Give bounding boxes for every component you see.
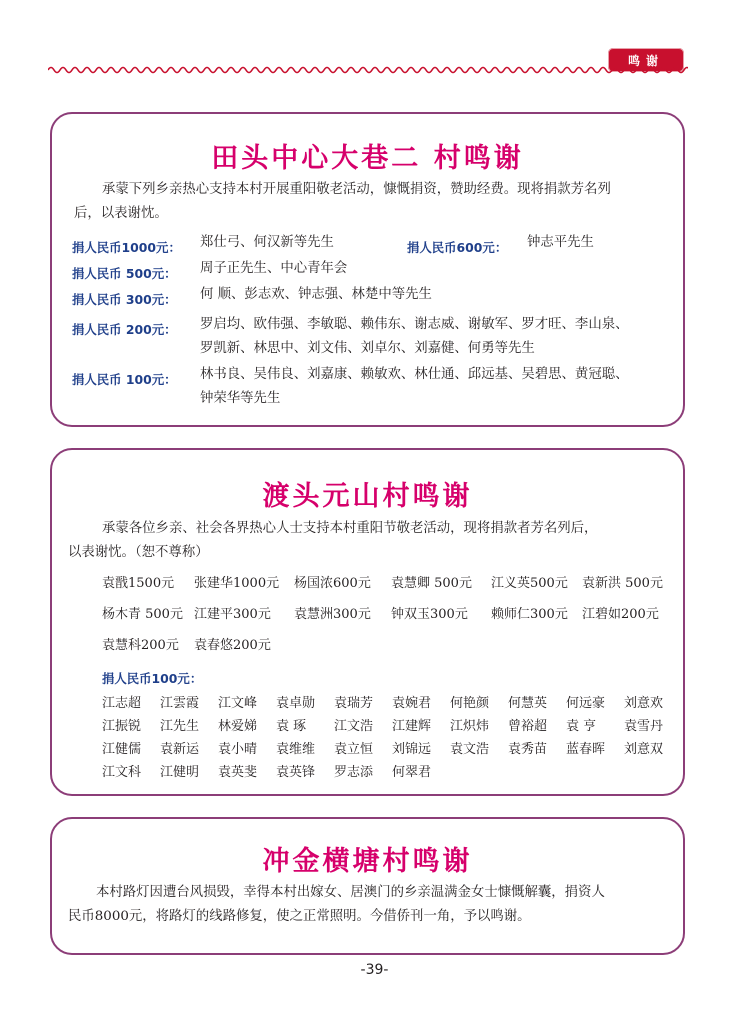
- donor-name: 曾裕超: [508, 719, 548, 734]
- donor-name: 袁文浩: [450, 742, 490, 757]
- donor-name: 江雲霞: [160, 696, 200, 711]
- donor-name: 江炽炜: [450, 719, 490, 734]
- donor-entry: 江义英500元: [491, 576, 568, 591]
- box-title: 田头中心大巷二 村鸣谢: [211, 143, 524, 174]
- donor-names: 钟荣华等先生: [200, 391, 281, 406]
- notice-box-chongjin: [50, 817, 685, 955]
- body-line-1: 本村路灯因遭台风损毁，幸得本村出嫁女、居澳门的乡亲温满金女士慷慨解囊，捐资人: [96, 885, 605, 900]
- donation-label: 捐人民币 500元：: [72, 266, 177, 281]
- donor-names: 周子正先生、中心青年会: [200, 261, 348, 276]
- donor-entry: 钟双玉300元: [391, 607, 468, 622]
- donor-entry: 赖师仁300元: [491, 607, 568, 622]
- intro-line-2: 后，以表谢忱。: [74, 206, 168, 221]
- donor-name: 江先生: [160, 719, 200, 734]
- donor-name: 刘锦远: [392, 742, 432, 757]
- donor-name: 罗志添: [334, 765, 374, 780]
- donor-name: 江振锐: [102, 719, 142, 734]
- donor-names: 郑仕弓、何汉新等先生: [200, 235, 334, 250]
- donor-name: 江健儒: [102, 742, 142, 757]
- donor-name: 江文科: [102, 765, 142, 780]
- notice-box-dutou: [50, 448, 685, 796]
- donor-name: 袁英斐: [218, 765, 258, 780]
- donor-name: 江文浩: [334, 719, 374, 734]
- donor-names: 钟志平先生: [527, 235, 594, 250]
- donation-label: 捐人民币600元：: [407, 240, 508, 255]
- donor-entry: 袁新洪 500元: [582, 576, 663, 591]
- intro-line-2: 以表谢忱。（恕不尊称）: [68, 545, 209, 560]
- donor-name: 袁秀苗: [508, 742, 548, 757]
- box-title: 渡头元山村鸣谢: [262, 481, 473, 512]
- intro-text: [68, 517, 672, 565]
- donor-entry: 江建平300元: [194, 607, 271, 622]
- donor-entry: 袁戬1500元: [102, 576, 175, 591]
- donor-name: 袁卓勋: [276, 696, 316, 711]
- donation-label: 捐人民币 100元：: [72, 372, 177, 387]
- donor-name: 江建辉: [392, 719, 432, 734]
- intro-line-1: 承蒙各位乡亲、社会各界热心人士支持本村重阳节敬老活动，现将捐款者芳名列后，: [102, 521, 598, 536]
- donor-names: 罗启均、欧伟强、李敏聪、赖伟东、谢志威、谢敏军、罗才旺、李山泉、: [200, 317, 629, 332]
- donor-name: 袁 琢: [276, 719, 307, 734]
- donor-name: 袁新运: [160, 742, 200, 757]
- donor-name: 何远豪: [566, 696, 606, 711]
- intro-line-1: 承蒙下列乡亲热心支持本村开展重阳敬老活动，慷慨捐资，赞助经费。现将捐款芳名列: [102, 182, 611, 197]
- donation-label: 捐人民币 300元：: [72, 292, 177, 307]
- donor-entry: 袁慧卿 500元: [391, 576, 472, 591]
- donor-entry: 江碧如200元: [582, 607, 659, 622]
- donor-name: 何翠君: [392, 765, 432, 780]
- intro-text: [74, 178, 672, 226]
- body-text: [68, 881, 676, 929]
- donor-name: 袁英锋: [276, 765, 316, 780]
- header-wave-rule: [48, 64, 688, 76]
- donor-name: 袁维维: [276, 742, 316, 757]
- donor-name: 袁雪丹: [624, 719, 664, 734]
- donor-name: 蓝春晖: [566, 742, 606, 757]
- donation-label: 捐人民币1000元：: [72, 240, 181, 255]
- donor-name: 袁 亨: [566, 719, 597, 734]
- donation-label: 捐人民币 200元：: [72, 322, 177, 337]
- donor-name: 何艳颜: [450, 696, 490, 711]
- donor-name: 袁婉君: [392, 696, 432, 711]
- body-line-2: 民币8000元，将路灯的线路修复，使之正常照明。今借侨刊一角，予以鸣谢。: [68, 909, 531, 924]
- section-tab: 鸣谢: [608, 48, 684, 72]
- donor-entry: 袁慧洲300元: [294, 607, 371, 622]
- box-title: 冲金横塘村鸣谢: [262, 846, 473, 877]
- notice-box-tiantou: [50, 112, 685, 427]
- donor-name: 袁立恒: [334, 742, 374, 757]
- donor-name: 江文峰: [218, 696, 258, 711]
- donor-name: 袁瑞芳: [334, 696, 374, 711]
- donation-label: 捐人民币100元：: [102, 671, 203, 686]
- donor-name: 何慧英: [508, 696, 548, 711]
- donor-name: 江志超: [102, 696, 142, 711]
- donor-entry: 袁春悠200元: [194, 638, 271, 653]
- donor-entry: 杨木青 500元: [102, 607, 183, 622]
- donor-names: 林书良、吴伟良、刘嘉康、赖敏欢、林仕通、邱远基、吴碧思、黄冠聪、: [200, 367, 629, 382]
- page-number: -39-: [360, 962, 389, 978]
- donor-name: 江健明: [160, 765, 200, 780]
- donor-entry: 张建华1000元: [194, 576, 280, 591]
- donor-names: 罗凯新、林思中、刘文伟、刘卓尔、刘嘉健、何勇等先生: [200, 341, 535, 356]
- donor-entry: 杨国浓600元: [294, 576, 371, 591]
- donor-name: 刘意双: [624, 742, 664, 757]
- donor-names: 何 顺、彭志欢、钟志强、林楚中等先生: [200, 287, 432, 302]
- donor-name: 袁小晴: [218, 742, 258, 757]
- donor-entry: 袁慧科200元: [102, 638, 179, 653]
- donor-name: 刘意欢: [624, 696, 664, 711]
- donor-name: 林爱娣: [218, 719, 258, 734]
